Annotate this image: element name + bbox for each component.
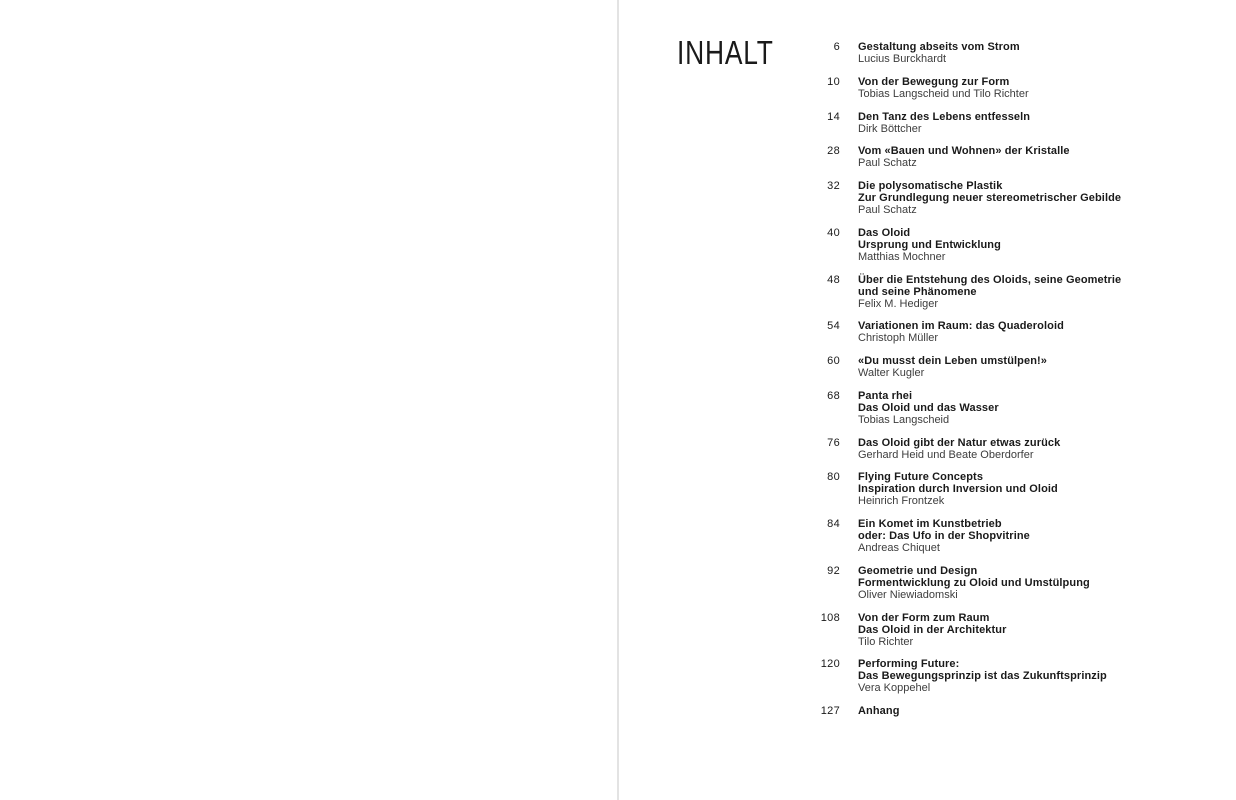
toc-entry [775,111,1195,135]
toc-entry-body [858,41,1020,65]
toc-entry-title [858,41,1020,53]
toc-entry-body [858,437,1060,461]
toc-page-number: 84 [827,518,840,530]
toc-entry-author: Tilo Richter [858,635,914,648]
toc-page-number: 127 [820,705,840,717]
toc-entry-author: Andreas Chiquet [858,542,940,554]
toc-page-number: 80 [827,471,840,484]
toc-title-line: Flying Future Concepts [858,471,984,484]
left-page-blank [0,0,617,800]
toc-title-line: Das Bewegungsprinzip ist das Zukunftsprinzip [858,670,1107,683]
toc-page-number: 92 [827,564,840,577]
toc-title-line: Das Oloid [858,226,911,239]
toc-title-line: Ein Komet im Kunstbetrieb [858,518,1002,530]
table-of-contents [775,41,1195,728]
toc-title-line: und seine Phänomene [858,285,977,298]
toc-entry-body [858,145,1070,169]
toc-entry-author: Gerhard Heid und Beate Oberdorfer [858,448,1034,461]
toc-page-number: 68 [827,389,840,402]
toc-page-number: 10 [827,75,840,88]
toc-entry [775,390,1195,426]
toc-title-line: Zur Grundlegung neuer stereometrischer Gebilde [858,192,1122,204]
toc-entry-body [858,180,1121,216]
toc-entry [775,518,1195,554]
toc-title-line: Die polysomatische Plastik [858,180,1003,192]
toc-page-number: 32 [827,180,840,192]
toc-page-number: 120 [820,658,840,671]
toc-entry-title [858,518,1030,542]
toc-title-line: Anhang [858,705,900,717]
toc-entry-body [858,518,1030,554]
toc-page-number: 6 [833,41,840,53]
toc-title-line: Über die Entstehung des Oloids, seine Geometrie [858,273,1122,286]
toc-entry [775,227,1195,263]
toc-title-line: Vom «Bauen und Wohnen» der Kristalle [858,145,1070,158]
toc-entry-title [858,471,1058,495]
toc-entry [775,145,1195,169]
toc-entry-title [858,76,1029,88]
toc-title-line: «Du musst dein Leben umstülpen!» [858,355,1048,367]
toc-entry-author: Paul Schatz [858,204,917,216]
toc-entry-title [858,390,999,414]
toc-title-line: Performing Future: [858,658,960,671]
toc-entry [775,437,1195,461]
toc-entry-author: Tobias Langscheid [858,413,950,426]
toc-entry-body [858,471,1058,507]
toc-entry-title [858,612,1006,636]
toc-entry-title [858,145,1070,157]
toc-entry-body [858,355,1047,379]
toc-entry-title [858,180,1121,204]
toc-entry-author: Oliver Niewiadomski [858,588,958,601]
toc-page-number: 54 [827,320,840,333]
toc-entry [775,320,1195,344]
toc-entry-author: Heinrich Frontzek [858,495,945,508]
toc-entry [775,76,1195,100]
toc-entry-title [858,355,1047,367]
toc-title-line: Von der Bewegung zur Form [858,75,1010,88]
toc-entry-author: Matthias Mochner [858,250,946,263]
toc-entry-title [858,320,1064,332]
toc-entry-title [858,111,1030,123]
toc-entry-author: Paul Schatz [858,157,917,170]
toc-title-line: Das Oloid und das Wasser [858,401,999,414]
toc-title-line: Inspiration durch Inversion und Oloid [858,483,1058,496]
toc-entry [775,705,1195,717]
toc-title-line: Gestaltung abseits vom Strom [858,41,1020,53]
toc-page-number: 60 [827,355,840,367]
toc-page-number: 40 [827,226,840,239]
toc-entry-title [858,274,1121,298]
toc-entry-body [858,274,1121,310]
toc-entry-author: Walter Kugler [858,367,925,379]
toc-entry-title [858,705,900,717]
toc-entry [775,355,1195,379]
toc-entry-author: Vera Koppehel [858,682,931,695]
toc-title-line: Variationen im Raum: das Quaderoloid [858,320,1064,333]
toc-entry-author: Lucius Burckhardt [858,53,947,65]
toc-entry [775,565,1195,601]
toc-entry [775,658,1195,694]
toc-entry [775,471,1195,507]
toc-page-number: 14 [827,110,840,123]
toc-entry-body [858,565,1090,601]
toc-entry-body [858,390,999,426]
toc-title-line: Das Oloid in der Architektur [858,623,1007,636]
toc-entry [775,274,1195,310]
toc-entry-author: Dirk Böttcher [858,122,922,135]
toc-entry-author: Felix M. Hediger [858,297,939,310]
toc-entry-title [858,227,1001,251]
toc-entry-body [858,705,900,717]
toc-entry-body [858,76,1029,100]
toc-entry [775,612,1195,648]
toc-entry [775,180,1195,216]
toc-entry-body [858,612,1006,648]
toc-title-line: Formentwicklung zu Oloid und Umstülpung [858,576,1090,589]
toc-entry-body [858,111,1030,135]
toc-entry-author: Tobias Langscheid und Tilo Richter [858,87,1029,100]
toc-entry-body [858,227,1001,263]
toc-entry-title [858,437,1060,449]
toc-title-line: Ursprung und Entwicklung [858,238,1001,251]
toc-entry-title [858,658,1107,682]
toc-title-line: Das Oloid gibt der Natur etwas zurück [858,436,1061,449]
toc-page-number: 28 [827,145,840,158]
toc-title-line: Geometrie und Design [858,564,978,577]
toc-title-line: oder: Das Ufo in der Shopvitrine [858,530,1030,542]
toc-page-number: 48 [827,273,840,286]
toc-entry-author: Christoph Müller [858,332,939,345]
toc-entry-title [858,565,1090,589]
toc-entry [775,41,1195,65]
toc-entry-body [858,320,1064,344]
toc-page-number: 76 [827,436,840,449]
page-title: INHALT [677,34,774,71]
toc-title-line: Von der Form zum Raum [858,611,990,624]
toc-page-number: 108 [820,611,840,624]
right-page [619,0,1236,800]
toc-entry-body [858,658,1107,694]
toc-title-line: Panta rhei [858,389,913,402]
toc-title-line: Den Tanz des Lebens entfesseln [858,110,1031,123]
